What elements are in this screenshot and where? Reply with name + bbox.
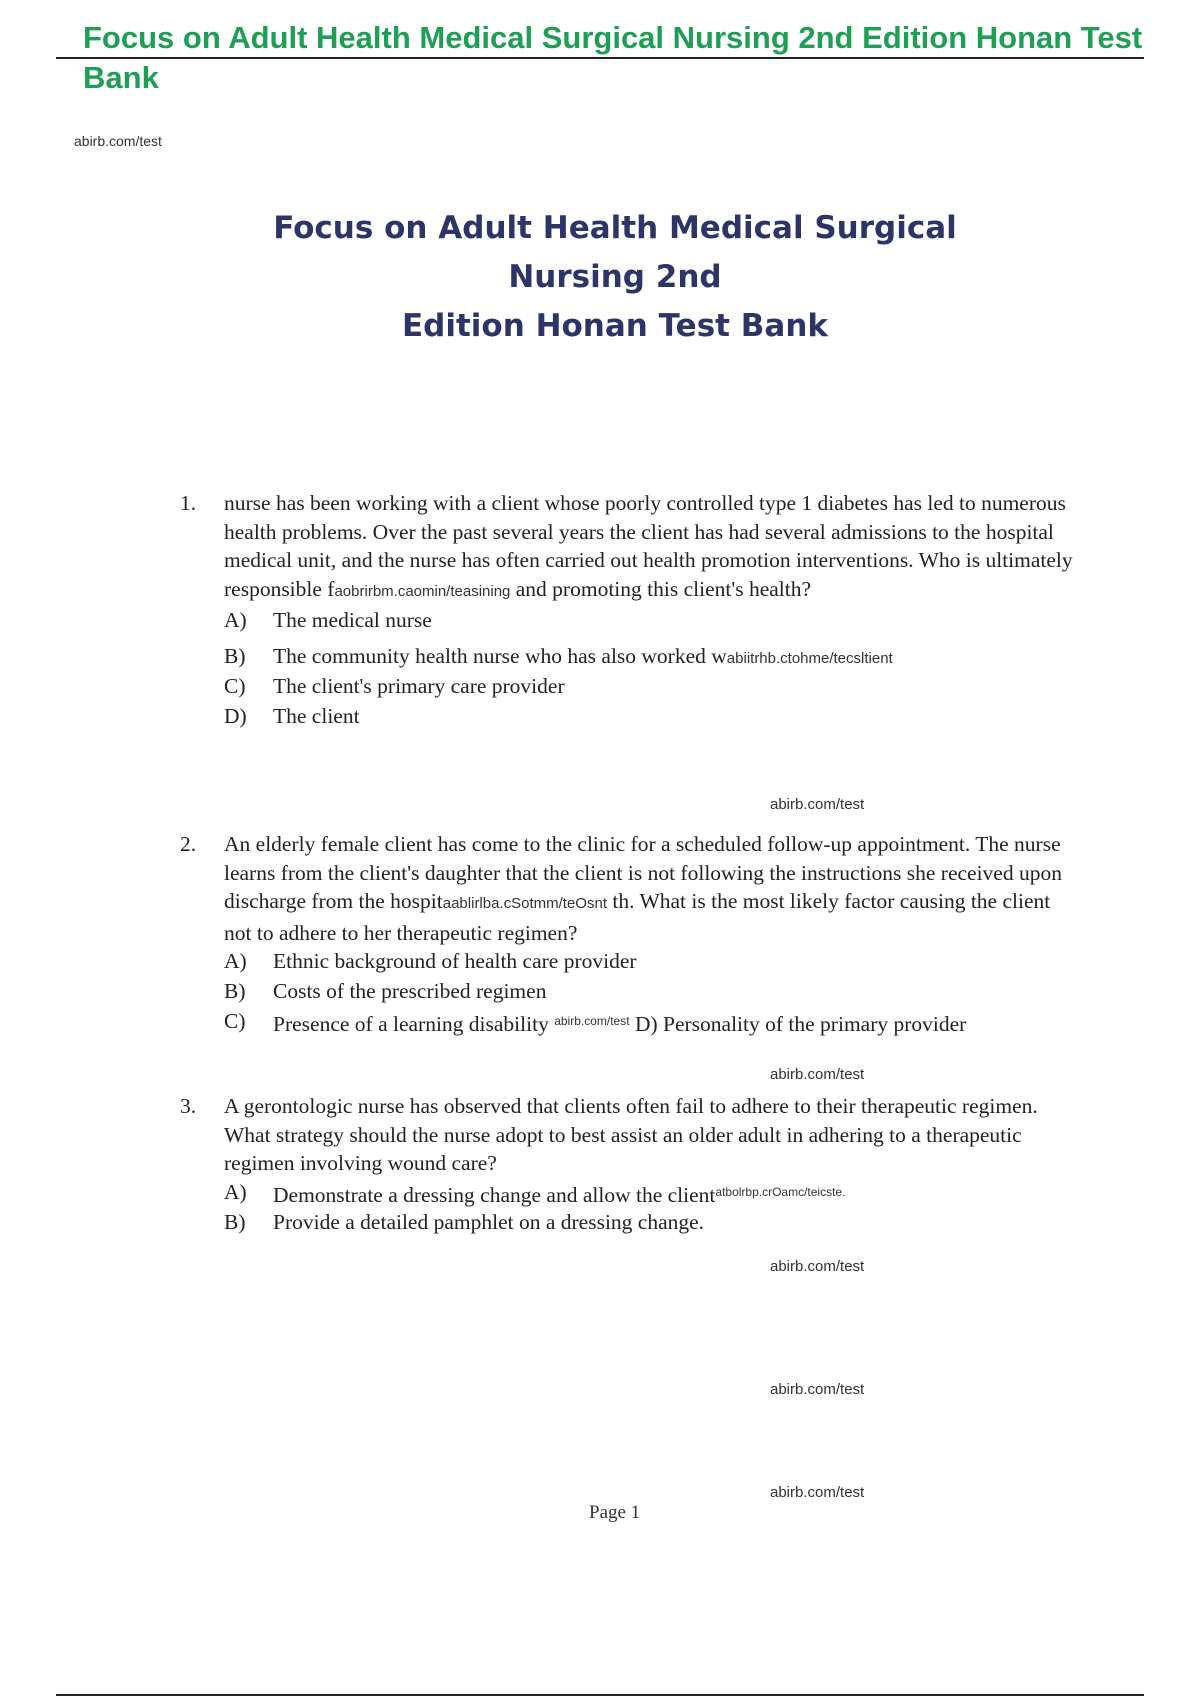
watermark: abirb.com/test [770, 1381, 865, 1398]
question-2 [180, 830, 1080, 1037]
question-text: nurse has been working with a client whose poorly controlled type 1 diabetes has led to numerous health problems. Over the past several years the client has had several admissions to the hospital medical unit, and the nurse has often carried out health promotion interventions. Who is ultimately responsible faobrirbm.caomin/teasining and promoting this client's health? [224, 491, 1073, 601]
answer-option-c: C) Presence of a learning disability $^{abirb.com/test}$ D) Personality of the primary provider [224, 1009, 967, 1036]
answer-option-b: B) Provide a detailed pamphlet on a dressing change. [224, 1209, 705, 1234]
answer-option-d: D) The client [224, 704, 360, 728]
answer-option-a: A) The medical nurse [224, 608, 432, 632]
question-text: An elderly female client has come to the clinic for a scheduled follow-up appointment. The nurse learns from the client's daughter that the client is not following the instructions she received upon discharge from the hospitaablirlba.cSotmm/teOsnt th. What is the most likely factor causing the client not to adhere to her therapeutic regimen? [224, 832, 1062, 945]
question-number: 3. [180, 1094, 197, 1118]
answer-options [224, 606, 1080, 732]
page-number: Page 1 [589, 1502, 641, 1523]
answer-option-c: C) The client's primary care provider [224, 674, 565, 698]
watermark-overlap: atbolrbp.crOamc/teicste. [715, 1184, 846, 1199]
answer-options [224, 947, 1080, 1037]
answer-option-b: B) Costs of the prescribed regimen [224, 979, 547, 1003]
watermark-overlap: abiitrhb.ctohme/tecsltient [726, 650, 893, 667]
answer-options [224, 1178, 1080, 1238]
answer-option-a: A) Demonstrate a dressing change and allow the client$^{atbolrbp.crOamc/teicste.}$ [224, 1179, 846, 1207]
watermark: abirb.com/test [770, 1484, 865, 1501]
watermark-overlap: aablirlba.cSotmm/teOsnt [442, 895, 607, 912]
document-title-line-1: Focus on Adult Health Medical Surgical Nursing 2nd [273, 210, 957, 295]
question-number: 1. [180, 491, 197, 515]
document-title-line-2: Edition Honan Test Bank [401, 308, 829, 344]
watermark: abirb.com/test [770, 796, 865, 813]
question-text: A gerontologic nurse has observed that clients often fail to adhere to their therapeutic regimen. What strategy should the nurse adopt to best assist an older adult in adhering to a therapeutic regimen involving wound care? [224, 1094, 1038, 1175]
footer-divider [56, 1694, 1144, 1696]
header-divider [56, 57, 1144, 59]
question-1 [180, 489, 1080, 732]
watermark-overlap: abirb.com/test [554, 1014, 630, 1028]
watermark: abirb.com/test [770, 1258, 865, 1275]
site-url-watermark: abirb.com/test [74, 133, 162, 149]
document-title [200, 204, 1030, 351]
watermark-overlap: aobrirbm.caomin/teasining [334, 582, 511, 600]
answer-option-a: A) Ethnic background of health care provider [224, 949, 637, 973]
header-title: Focus on Adult Health Medical Surgical Nursing 2nd Edition Honan Test Bank [83, 20, 1143, 95]
question-number: 2. [180, 832, 197, 856]
answer-option-b: B) The community health nurse who has also worked wabiitrhb.ctohme/tecsltient [224, 644, 893, 668]
watermark: abirb.com/test [770, 1066, 865, 1083]
question-3 [180, 1092, 1080, 1238]
